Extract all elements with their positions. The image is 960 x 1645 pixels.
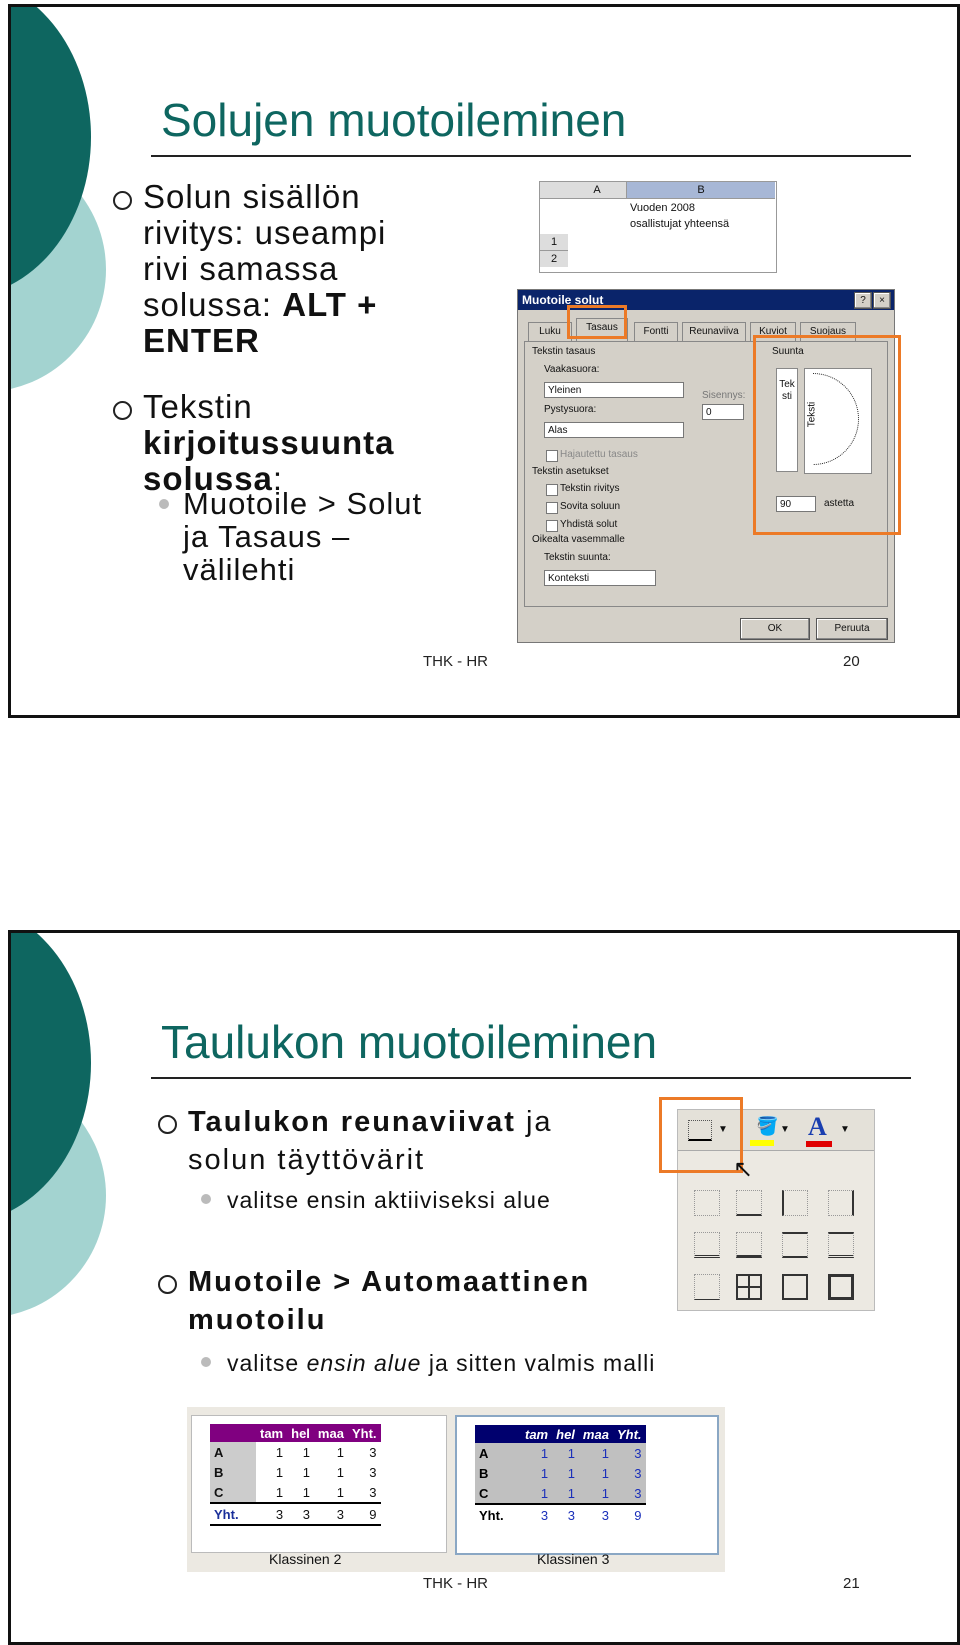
th: hel xyxy=(291,1425,310,1441)
td: 1 xyxy=(540,1465,549,1481)
page-number: 21 xyxy=(843,1575,860,1592)
slide-20 xyxy=(8,4,960,718)
bullet-wrap-text xyxy=(143,179,386,359)
th xyxy=(210,1424,256,1442)
td: 3 xyxy=(634,1445,642,1461)
td: 1 xyxy=(275,1484,284,1500)
th: hel xyxy=(556,1426,575,1442)
td: 1 xyxy=(601,1485,609,1501)
sample-table xyxy=(210,1424,381,1526)
checkbox-label: Sovita soluun xyxy=(560,501,621,512)
bold-term: Taulukon reunaviivat xyxy=(188,1106,516,1138)
dialog-title: Muotoile solut xyxy=(518,290,894,310)
td: 1 xyxy=(275,1464,284,1480)
td: 1 xyxy=(336,1444,344,1460)
dropdown-arrow-icon[interactable]: ▼ xyxy=(780,1124,790,1135)
bullet-ring xyxy=(158,1115,177,1134)
slide-title: Solujen muotoileminen xyxy=(161,94,627,146)
close-button[interactable]: × xyxy=(873,292,891,309)
bullet-line: solussa: xyxy=(143,286,283,323)
slide-title: Taulukon muotoileminen xyxy=(161,1016,658,1068)
td: 1 xyxy=(601,1465,609,1481)
bullet-line: muotoilu xyxy=(188,1304,327,1336)
bullet-borders xyxy=(188,1103,553,1179)
bullet-text-direction xyxy=(143,389,395,497)
td: 1 xyxy=(336,1464,344,1480)
table-row xyxy=(475,1483,646,1504)
border-option[interactable] xyxy=(736,1274,762,1300)
th: tam xyxy=(260,1425,284,1441)
table-header-row xyxy=(210,1424,381,1442)
th: tam xyxy=(525,1426,549,1442)
fill-color-icon[interactable] xyxy=(750,1140,774,1146)
border-option[interactable] xyxy=(782,1190,808,1216)
caption: Klassinen 2 xyxy=(269,1551,342,1567)
td: 1 xyxy=(567,1465,575,1481)
td: 1 xyxy=(567,1485,575,1501)
td: 1 xyxy=(336,1484,344,1500)
th: Yht. xyxy=(616,1426,642,1442)
bullet-line: rivi samassa xyxy=(143,250,339,287)
td: 1 xyxy=(275,1444,284,1460)
table-row xyxy=(210,1462,381,1482)
border-option[interactable] xyxy=(782,1232,808,1258)
degrees-spinner[interactable]: 90 xyxy=(776,496,816,512)
spreadsheet-snippet xyxy=(539,181,777,273)
checkbox-label: Tekstin rivitys xyxy=(560,483,620,494)
highlight-orientation xyxy=(753,335,901,535)
sub-line: ja Tasaus – xyxy=(183,519,351,554)
font-color-bar xyxy=(806,1141,832,1147)
font-color-icon[interactable]: A xyxy=(808,1112,827,1141)
table-row xyxy=(475,1504,646,1525)
shortcut-alt: ALT + xyxy=(282,286,378,323)
td: 9 xyxy=(634,1507,642,1523)
border-option[interactable] xyxy=(736,1190,762,1216)
td: B xyxy=(210,1462,256,1482)
table-row xyxy=(210,1442,381,1462)
field-label: Vaakasuora: xyxy=(544,364,600,375)
column-header-a: A xyxy=(568,182,627,199)
sub-bullet-format-cells xyxy=(183,487,422,586)
tab-tasaus[interactable]: Tasaus xyxy=(576,318,628,341)
direction-select[interactable]: Konteksti xyxy=(544,570,656,586)
td: 3 xyxy=(601,1507,609,1523)
distributed-checkbox[interactable] xyxy=(546,450,558,462)
td: 3 xyxy=(369,1444,377,1460)
cancel-button[interactable]: Peruuta xyxy=(816,618,888,640)
vertical-select[interactable]: Alas xyxy=(544,422,684,438)
td: Yht. xyxy=(214,1506,239,1522)
group-label: Suunta xyxy=(772,346,804,357)
td: 3 xyxy=(634,1465,642,1481)
row-header: 2 xyxy=(540,251,568,267)
bullet-text: ja xyxy=(515,1106,553,1138)
sub-bullet-dot xyxy=(159,499,169,509)
checkbox-label: Yhdistä solut xyxy=(560,519,618,530)
field-label: Pystysuora: xyxy=(544,404,597,415)
tab-fontti[interactable]: Fontti xyxy=(634,322,678,341)
table-row xyxy=(210,1482,381,1503)
caption: Klassinen 3 xyxy=(537,1551,610,1567)
td: 3 xyxy=(634,1485,642,1501)
group-label: Oikealta vasemmalle xyxy=(532,534,625,545)
border-option[interactable] xyxy=(694,1190,720,1216)
border-option[interactable] xyxy=(694,1232,720,1258)
td: 1 xyxy=(601,1445,609,1461)
sub-line: Muotoile > Solut xyxy=(183,486,423,521)
dropdown-arrow-icon[interactable]: ▼ xyxy=(718,1124,728,1135)
bullet-ring xyxy=(158,1275,177,1294)
sample-table xyxy=(475,1425,646,1525)
border-option[interactable] xyxy=(828,1232,854,1258)
th: maa xyxy=(317,1425,344,1441)
td: 1 xyxy=(540,1485,549,1501)
sub-bullet-dot xyxy=(201,1357,211,1367)
td: 3 xyxy=(336,1506,344,1522)
shortcut-enter: ENTER xyxy=(143,322,260,359)
field-label: Tekstin suunta: xyxy=(544,552,611,563)
decorative-circles xyxy=(11,933,161,1373)
tab-kuviot[interactable]: Kuviot xyxy=(750,322,796,341)
sub-text: ja sitten valmis malli xyxy=(421,1350,656,1376)
border-option[interactable] xyxy=(828,1274,854,1300)
table-row xyxy=(210,1503,381,1525)
bold-term: solussa xyxy=(143,460,273,497)
tab-luku[interactable]: Luku xyxy=(528,322,572,341)
td: C xyxy=(479,1485,489,1501)
vertical-text-box[interactable]: Teksti xyxy=(776,368,798,472)
td: 3 xyxy=(540,1507,549,1523)
bullet-line: Muotoile > Automaattinen xyxy=(188,1266,591,1298)
cursor-icon: ↖ xyxy=(733,1156,754,1183)
merge-checkbox[interactable] xyxy=(546,520,558,532)
td: 3 xyxy=(369,1484,377,1500)
td: B xyxy=(479,1465,489,1481)
bullet-line: rivitys: useampi xyxy=(143,214,387,251)
cell-text: osallistujat yhteensä xyxy=(630,218,730,230)
help-button[interactable]: ? xyxy=(854,292,872,309)
indent-spinner[interactable]: 0 xyxy=(702,404,744,420)
tab-suojaus[interactable]: Suojaus xyxy=(800,322,856,341)
td: A xyxy=(210,1442,256,1462)
sample-klassinen-2[interactable] xyxy=(191,1415,447,1553)
td: 3 xyxy=(369,1464,377,1480)
bullet-line: solun täyttövärit xyxy=(188,1144,426,1176)
tab-reunaviiva[interactable]: Reunaviiva xyxy=(682,322,746,341)
field-label: astetta xyxy=(824,498,855,509)
th: maa xyxy=(582,1426,609,1442)
ok-button[interactable]: OK xyxy=(740,618,810,640)
slide-21 xyxy=(8,930,960,1645)
title-rule xyxy=(151,155,911,157)
sub-text: valitse xyxy=(227,1350,307,1376)
horizontal-select[interactable]: Yleinen xyxy=(544,382,684,398)
row-header: 1 xyxy=(540,234,568,251)
footer: THK - HR xyxy=(423,653,488,670)
td: 3 xyxy=(275,1506,284,1522)
cell-text: Vuoden 2008 xyxy=(630,202,696,214)
td: C xyxy=(210,1482,256,1503)
bullet-ring xyxy=(113,401,132,420)
shrink-checkbox[interactable] xyxy=(546,502,558,514)
td: 1 xyxy=(567,1445,575,1461)
table-header-row xyxy=(475,1425,646,1443)
highlight-borders-button xyxy=(659,1097,743,1173)
th xyxy=(475,1425,521,1443)
border-option[interactable] xyxy=(694,1274,720,1300)
td: 1 xyxy=(302,1464,310,1480)
autoformat-samples xyxy=(187,1407,725,1572)
dropdown-arrow-icon[interactable]: ▼ xyxy=(840,1124,850,1135)
bullet-autoformat xyxy=(188,1263,590,1339)
checkbox-label: Hajautettu tasaus xyxy=(560,449,638,460)
wrap-checkbox[interactable] xyxy=(546,484,558,496)
sub-line: välilehti xyxy=(183,552,296,587)
sample-klassinen-3[interactable] xyxy=(455,1415,719,1555)
td: 1 xyxy=(540,1445,549,1461)
bold-term: kirjoitussuunta xyxy=(143,424,395,461)
th: Yht. xyxy=(351,1425,377,1441)
bullet-ring xyxy=(113,191,132,210)
table-row xyxy=(475,1463,646,1483)
bullet-line: Solun sisällön xyxy=(143,178,361,215)
td: 9 xyxy=(369,1506,377,1522)
footer: THK - HR xyxy=(423,1575,488,1592)
group-label: Tekstin tasaus xyxy=(532,346,596,357)
td: A xyxy=(479,1445,489,1461)
sub-bullet-select-template xyxy=(227,1347,655,1380)
border-option[interactable] xyxy=(782,1274,808,1300)
td: 1 xyxy=(302,1444,310,1460)
td: 1 xyxy=(302,1484,310,1500)
table-row xyxy=(475,1443,646,1463)
group-label: Tekstin asetukset xyxy=(532,466,609,477)
highlight-tasaus-tab xyxy=(567,305,627,339)
title-rule xyxy=(151,1077,911,1079)
border-option[interactable] xyxy=(736,1232,762,1258)
bullet-line: Tekstin xyxy=(143,388,253,425)
sub-bullet-select-range: valitse ensin aktiiviseksi alue xyxy=(227,1187,551,1213)
column-header-b: B xyxy=(627,182,775,199)
td: Yht. xyxy=(479,1507,504,1523)
td: 3 xyxy=(567,1507,575,1523)
paint-bucket-icon[interactable]: 🪣 xyxy=(756,1116,779,1136)
colon: : xyxy=(272,460,284,497)
page-number: 20 xyxy=(843,653,860,670)
decorative-circles xyxy=(11,7,161,447)
sub-text-italic: ensin alue xyxy=(306,1350,422,1376)
rotated-text: Teksti xyxy=(806,401,818,428)
border-option[interactable] xyxy=(828,1190,854,1216)
field-label: Sisennys: xyxy=(702,390,746,401)
td: 3 xyxy=(302,1506,310,1522)
sub-bullet-dot xyxy=(201,1194,211,1204)
